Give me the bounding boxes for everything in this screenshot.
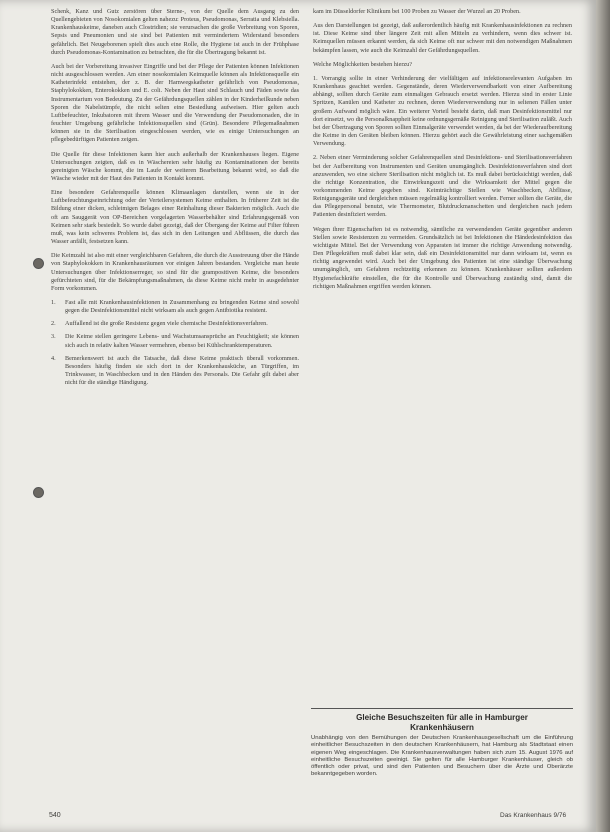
page-edge	[596, 0, 610, 832]
punch-hole-icon	[33, 487, 44, 498]
list-item	[51, 320, 299, 328]
paragraph: 2. Neben einer Verminderung solcher Gefahrenquellen sind Desinfektions- und Sterilisationsverfahren bei der Aufbereitung von Instrumenten und Geräten unumgänglich. Desinfektionsverfahren sind dort anzuwenden, wo eine sichere Sterilisation nicht möglich ist. Es muß dabei berücksichtigt werden, daß die richtige Konzentration, die Einwirkungszeit und die Wirksamkeit der Mittel gegen die vorkommenden Keime gegeben sind. Keimträchtige Stellen wie Waschbecken, Abflüsse, Reinigungsgeräte und dergleichen müssen regelmäßig kontrolliert werden. Ferner sollten die Geräte, die das Pflegepersonal benutzt, wie Thermometer, Blutdruckmanschetten und dergleichen nach jedem Patienten desinfiziert werden.	[313, 154, 572, 219]
list-text: Auffallend ist die große Resistenz gegen viele chemische Desinfektionsverfahren.	[65, 320, 268, 328]
list-item	[51, 333, 299, 349]
paragraph: Wegen ihrer Eigenschaften ist es notwendig, sämtliche zu verwendenden Geräte gegenüber anderen Stellen sowie Resistenzen zu vermeiden. Grundsätzlich ist bei Infektionen die Händedesinfektion das wichtigste Mittel. Bei der Verwendung von Apparaten ist immer die richtige Anwendung notwendig. Den Pflegekräften muß dabei klar sein, daß ein Desinfektionsmittel nur dann wirksam ist, wenn es richtig angewendet wird. Auch bei der Umgebung des Patienten ist eine ständige Überwachung unumgänglich, um Gefahren rechtzeitig erkennen zu können. Krankenhäuser sollten außerdem Hygienefachkräfte einstellen, die für die Kontrolle und Überwachung zuständig sind, damit die richtigen Maßnahmen ergriffen werden können.	[313, 225, 572, 290]
box-title	[311, 713, 573, 732]
numbered-list	[51, 299, 299, 387]
paragraph: Schenk, Kanz und Gutz zerstören über Sterne-, von der Quelle dem Ausgang zu den Quellengebieten von Nosokomialen gelten nahezu: Proteus, Pseudomonas, Serratia und Klebsiella. Krankenhauskeime, daneben auch Clostridien; sie verursachen die große Verbreitung von Sporen, Sepsis und Pneumonien und sie sind bei Patienten mit vermindertem Widerstand besonders gefährlich. Bei Neugeborenen spielt dies auch eine Rolle, die Hygiene ist auch in der Frühphase durch Pseudomonas-Kontamination zu betrachten, die für die Übertragung bekannt ist.	[51, 8, 299, 56]
paragraph: Eine besondere Gefahrenquelle können Klimaanlagen darstellen, wenn sie in der Luftbefeuchtungseinrichtung oder der Verteilersystemen Keime enthalten. In früherer Zeit ist die Bildung einer dicken, schleimigen Belages einer Reinhaltung dieser Bakterien möglich. Auch die oft am Sauggerät von OP-Bereichen vorgelagerten Wasserbehälter sind Erfahrungsgemäß von Keimen sehr stark besiedelt. So wurde dabei gezeigt, daß der Übergang der Keime auf Filter führen muß, was kein schweres Problem ist, das sich in den Leitungen und Abflüssen, die durch das Wasser anfällt, festsetzen kann.	[51, 189, 299, 246]
left-column	[51, 8, 299, 392]
list-text: Die Keime stellen geringere Lebens- und Wachstumsansprüche an Feuchtigkeit; sie können sich auch in relativ kalten Wasser vermehren, ebenso bei Kühlschranktemperaturen.	[65, 333, 299, 349]
list-number: 3.	[51, 333, 56, 341]
news-box	[311, 708, 573, 809]
paragraph: Die Keimzahl ist also mit einer vergleichbaren Gefahren, die durch die Ausstreuung über die Hände von Staphylokokken in Krankenhausräumen vor einigen Jahren bestanden. Vergleiche man heute Untersuchungen über Infektionserreger, so sind für die grampositiven Keime, die besonders gefürchteten sind, für die Bekämpfungsmaßnahmen, da diese Keime nicht mehr in ausgedehnter Form vorkommen.	[51, 252, 299, 292]
list-item	[51, 299, 299, 315]
right-column	[313, 8, 572, 297]
page-number: 540	[49, 812, 61, 819]
list-text: Fast alle mit Krankenhausinfektionen in Zusammenhang zu bringenden Keime sind sowohl gegen die Desinfektionsmittel nicht wirksam als auch gegen Antibiotika resistent.	[65, 299, 299, 315]
list-text: Bemerkenswert ist auch die Tatsache, daß diese Keime praktisch überall vorkommen. Besonders häufig finden sie sich dort in der Krankenhausküche, an Türgriffen, im Trinkwasser, in Waschbecken und in den Händen des Personals. Die Gefahr gilt dabei aber nicht für die ständige Händigung.	[65, 354, 299, 387]
paragraph: kam im Düsseldorfer Klinikum bei 100 Proben zu Wasser der Wurzel an 20 Proben.	[313, 8, 521, 15]
paragraph: Aus den Darstellungen ist gezeigt, daß außerordentlich häufig mit Krankenhausinfektionen zu rechnen ist. Diese Keime sind über längere Zeit mit allen Mitteln zu verhindern, wenn dies schwer ist. Keimquellen müssen erkannt werden, da sich Keime oft nur schwer mit den notwendigen Maßnahmen bekämpfen lassen, wie auch die Keimzahl der Gefährdungsquellen.	[313, 22, 572, 54]
list-item	[51, 355, 299, 388]
paragraph: Die Quelle für diese Infektionen kann hier auch außerhalb der Krankenhauses liegen. Eigene Untersuchungen zeigten, daß es in Wäschereien sehr häufig zu Kontaminationen der bereits gereinigten Wäsche kommt, die im Laufe der weiteren Bearbeitung bekannt wird, so daß die Wäsche wieder mit der Haut des Patienten in Kontakt kommt.	[51, 150, 299, 182]
box-title-line: Gleiche Besuchszeiten für alle in Hamburger	[356, 713, 528, 722]
journal-name: Das Krankenhaus 9/76	[500, 812, 567, 819]
paragraph: 1. Vorrangig sollte in einer Verhinderung der vielfältigen auf infektionsrelevanten Aufgaben im Krankenhaus geachtet werden. Gegenstände, deren Wiederverwendbarkeit von einer Aufbereitung abhängt, sollten durch Geräte zum einmaligen Gebrauch ersetzt werden. Hierzu sind in erster Linie Spritzen, Kanülen und Katheter zu rechnen, deren Wiederverwendung nur in seltenen Fällen unter großem Aufwand möglich wäre. Ein weiterer Vorteil besteht darin, daß man Desinfektionsmittel nur dort einsetzt, wo die Personalknappheit keine ordnungsgemäße Reinigung und Sterilisation zuläßt. Auch bei der Übertragung von Sporen sollten Einmalgeräte verwendet werden, da bei der Wiederaufbereitung die Keime in den Geräten bleiben können. Hierzu gehört auch die Gewährleistung einer sachgemäßen Verwendung.	[313, 74, 572, 148]
box-body: Unabhängig von den Bemühungen der Deutschen Krankenhausgesellschaft um die Einführung einheitlicher Besuchszeiten in den deutschen Krankenhäusern, hat Hamburg als Stadtstaat einen eigenen Weg eingeschlagen. Die Krankenhausverwaltungen haben sich zum 15. August 1976 auf einheitliche Besuchszeiten geeinigt. Sie gelten für alle Hamburger Krankenhäuser, gleich ob öffentlich oder privat, und sind den Patienten und Besuchern über die Ärzte und Oberärzte bekanntgegeben worden.	[311, 735, 573, 778]
list-number: 4.	[51, 354, 56, 362]
paragraph: Auch bei der Vorbereitung invasiver Eingriffe und bei der Pflege der Patienten können Infektionen nicht ausgeschlossen werden. Am einer nosokomialen Keimquelle können als Infektionsquelle ein Katheterinfekt entstehen, der z. B. der Harnwegskatheter gefährlich von Pseudomonas, Staphylokokken, Enterokokken und E. coli. Neben der Haut sind Schlauch und Fäden sowie das Instrumentarium von Bedeutung. Zu der Gefährdungsquellen zählen in der Kinderheilkunde neben Sporen die Nabelstümpfe, die nicht selten eine Besiedlung aufweisen. Hier gelten auch Luftbefeuchter, Inkubatoren mit ihrem Wasser und die Verwendung der Pseudomonaden, die in feuchter Umgebung gefährliche Infektionsquellen sind (Grün). Besondere Pflegemaßnahmen können sie in die Sterilisation eingeschlossen werden, wie es einige Untersuchungen an pflegebedürftigen Patienten zeigen.	[51, 62, 299, 144]
punch-hole-icon	[33, 258, 44, 269]
box-title-line: Krankenhäusern	[410, 722, 474, 732]
list-number: 2.	[51, 320, 56, 328]
question-paragraph: Welche Möglichkeiten bestehen hierzu?	[313, 60, 412, 68]
list-number: 1.	[51, 299, 56, 306]
